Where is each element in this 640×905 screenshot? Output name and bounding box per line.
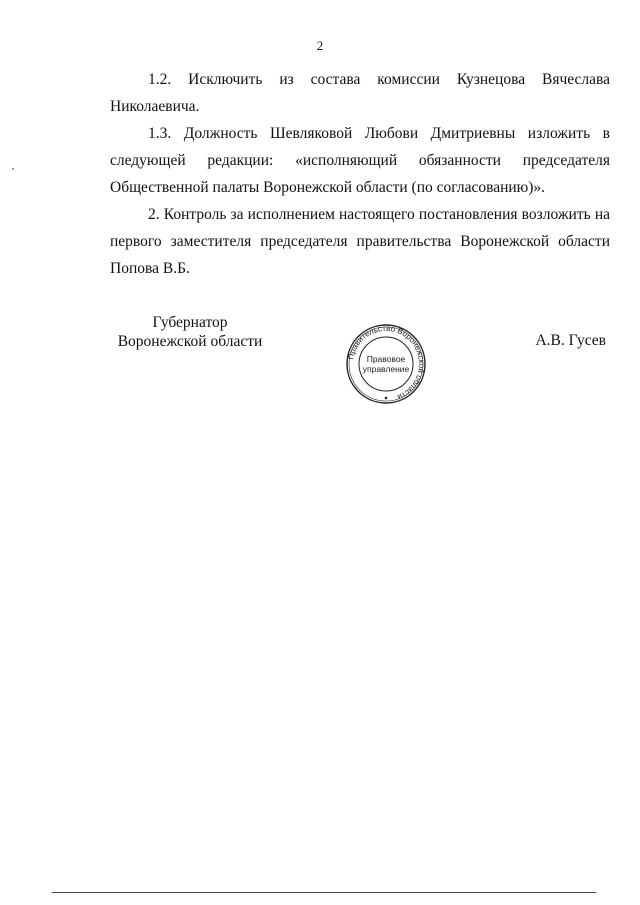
signatory-title-line2: Воронежской области [117, 333, 263, 350]
signatory-title [110, 313, 270, 351]
stamp-outer-text: Правительство Воронежской области [346, 323, 427, 402]
stamp-inner-line2: управление [362, 364, 410, 374]
legal-department-stamp [345, 323, 427, 405]
margin-mark [12, 168, 14, 170]
document-body [110, 66, 610, 282]
footer-rule [52, 892, 596, 893]
paragraph-1-3: 1.3. Должность Шевляковой Любови Дмитриевны изложить в следующей редакции: «исполняющий обязанности председателя Общественной палаты Воронежской области (по согласованию)». [110, 125, 610, 196]
page-number: 2 [316, 38, 324, 53]
stamp-inner-line1: Правовое [366, 354, 406, 364]
paragraph-2: 2. Контроль за исполнением настоящего постановления возложить на первого заместителя председателя правительства Воронежской области Попова В.Б. [110, 206, 610, 277]
signatory-name: А.В. Гусев [535, 332, 606, 349]
paragraph-1-2: 1.2. Исключить из состава комиссии Кузнецова Вячеслава Николаевича. [110, 71, 610, 115]
signatory-title-line1: Губернатор [152, 314, 228, 331]
